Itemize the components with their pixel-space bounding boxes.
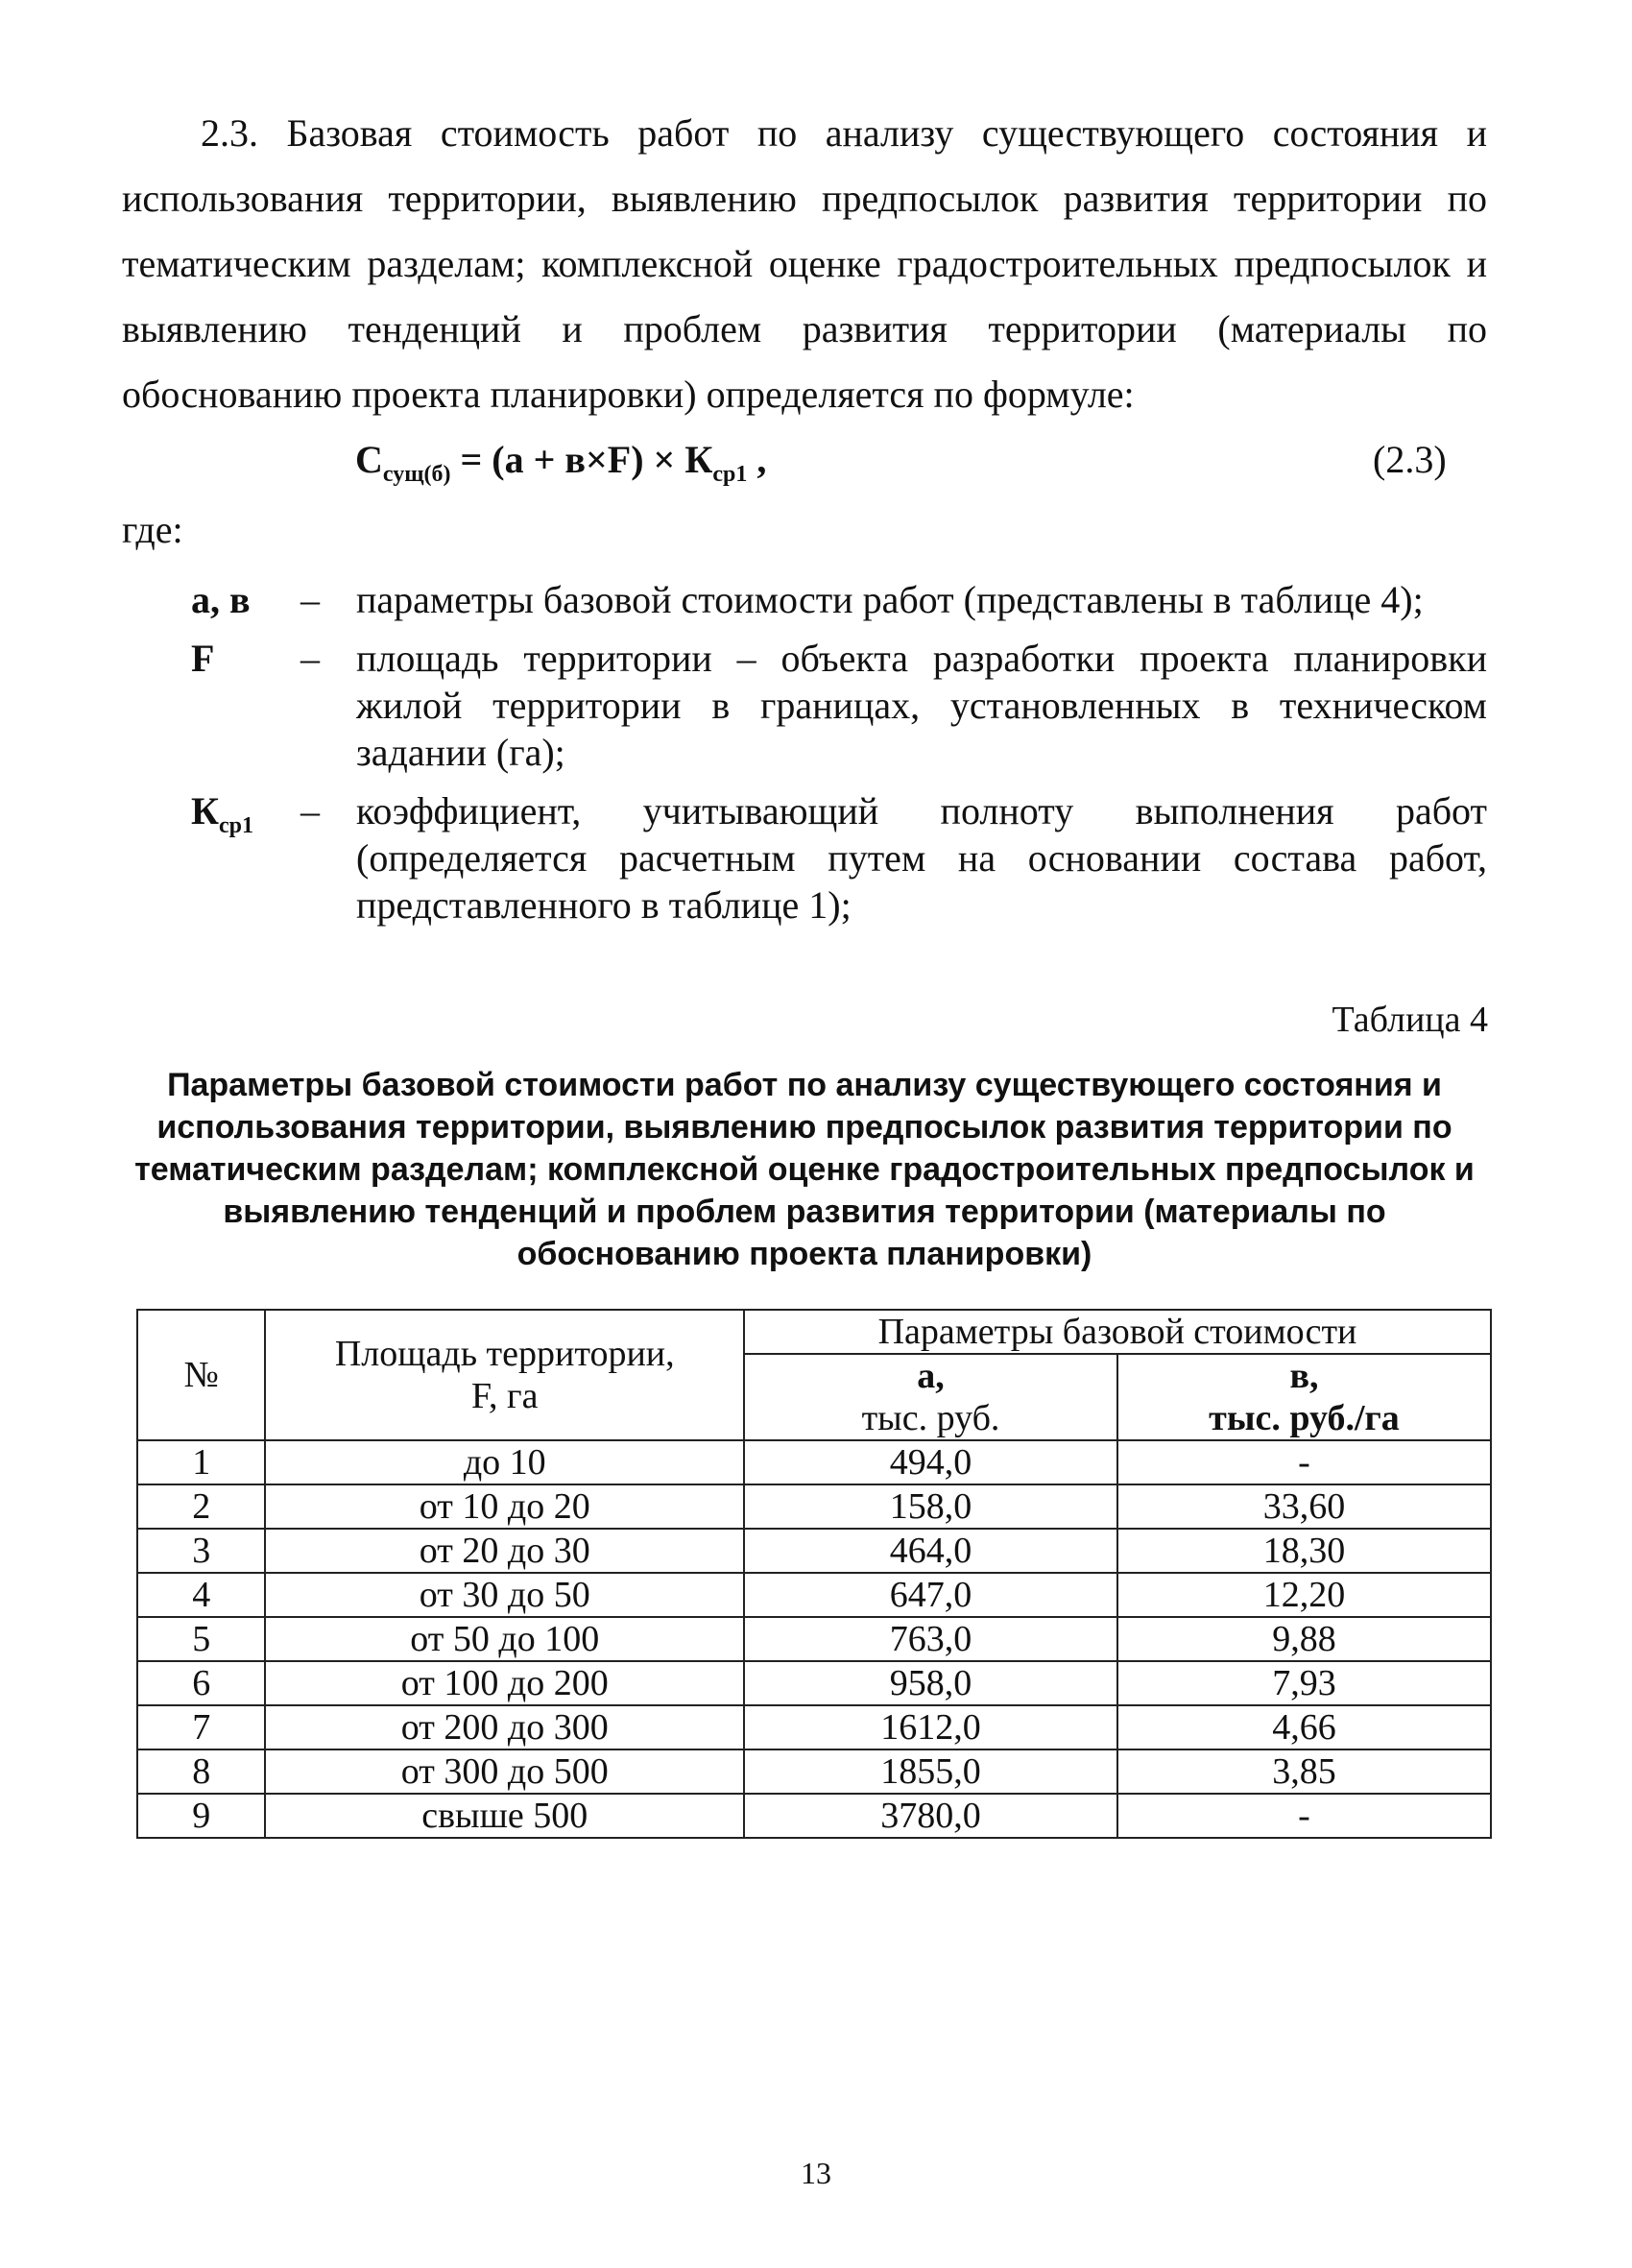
- header-b-line1: в,: [1289, 1356, 1319, 1396]
- formula-tail: ,: [747, 438, 767, 481]
- cell-b: 4,66: [1117, 1705, 1491, 1749]
- base-cost-table: [136, 1309, 1492, 1839]
- definition-dash: –: [300, 789, 320, 832]
- definition-term: [191, 787, 253, 850]
- definition-text: коэффициент, учитывающий полноту выполнения работ (определяется расчетным путем на основании состава работ, представленного в таблице 1);: [356, 789, 1487, 927]
- cell-b: 33,60: [1117, 1484, 1491, 1529]
- table-row: [137, 1617, 1491, 1661]
- table-row: [137, 1440, 1491, 1484]
- cell-a: 464,0: [744, 1529, 1117, 1573]
- definition-item: [122, 635, 1487, 776]
- definition-term-text: а, в: [191, 578, 251, 621]
- cell-b: 12,20: [1117, 1573, 1491, 1617]
- table-label: Таблица 4: [1332, 1000, 1488, 1040]
- table-row: [137, 1794, 1491, 1838]
- cell-area: от 100 до 200: [265, 1661, 744, 1705]
- cell-a: 763,0: [744, 1617, 1117, 1661]
- definition-term-sub: ср1: [219, 813, 254, 838]
- definition-term: [191, 635, 214, 697]
- definition-item: [122, 576, 1487, 623]
- cell-n: 2: [137, 1484, 265, 1529]
- table-row: [137, 1484, 1491, 1529]
- header-group: Параметры базовой стоимости: [744, 1310, 1491, 1354]
- section-paragraph: [122, 101, 1487, 427]
- header-a: [744, 1354, 1117, 1440]
- table-row: [137, 1661, 1491, 1705]
- cell-n: 6: [137, 1661, 265, 1705]
- definition-text: параметры базовой стоимости работ (представлены в таблице 4);: [356, 578, 1424, 621]
- formula-body: = (а + в×F) × К: [450, 438, 713, 481]
- definition-term-text: К: [191, 789, 220, 832]
- cell-area: до 10: [265, 1440, 744, 1484]
- definition-text: площадь территории – объекта разработки проекта планировки жилой территории в границах, установленных в техническом задании (га);: [356, 637, 1487, 774]
- cell-area: от 300 до 500: [265, 1749, 744, 1794]
- cell-area: от 30 до 50: [265, 1573, 744, 1617]
- cell-area: свыше 500: [265, 1794, 744, 1838]
- cell-n: 7: [137, 1705, 265, 1749]
- table-caption: Параметры базовой стоимости работ по анализу существующего состояния и использования территории, выявлению предпосылок развития территории по тематическим разделам; комплексной оценке градостроительных предпосылок и выявлению тенденций и проблем развития территории (материалы по обоснованию проекта планировки): [134, 1067, 1475, 1272]
- cell-n: 5: [137, 1617, 265, 1661]
- cell-b: 7,93: [1117, 1661, 1491, 1705]
- table-row: [137, 1705, 1491, 1749]
- cell-a: 1612,0: [744, 1705, 1117, 1749]
- table-row: [137, 1749, 1491, 1794]
- cell-n: 3: [137, 1529, 265, 1573]
- cell-n: 4: [137, 1573, 265, 1617]
- cell-b: -: [1117, 1794, 1491, 1838]
- formula-number: (2.3): [1373, 438, 1447, 481]
- table-row: [137, 1573, 1491, 1617]
- cell-a: 158,0: [744, 1484, 1117, 1529]
- cell-b: -: [1117, 1440, 1491, 1484]
- header-b: [1117, 1354, 1491, 1440]
- cell-a: 647,0: [744, 1573, 1117, 1617]
- page-number: 13: [801, 2156, 831, 2190]
- header-a-line1: а,: [917, 1356, 945, 1396]
- cell-b: 3,85: [1117, 1749, 1491, 1794]
- cell-a: 3780,0: [744, 1794, 1117, 1838]
- formula-k-sub: ср1: [712, 462, 748, 487]
- cell-area: от 50 до 100: [265, 1617, 744, 1661]
- formula-c-sub: сущ(б): [382, 462, 451, 487]
- definition-item: [122, 787, 1487, 929]
- header-b-line2: тыс. руб./га: [1209, 1398, 1400, 1438]
- where-label: где:: [122, 508, 183, 551]
- cell-area: от 20 до 30: [265, 1529, 744, 1573]
- cell-n: 1: [137, 1440, 265, 1484]
- table-row: [137, 1529, 1491, 1573]
- formula: [355, 437, 766, 488]
- header-a-line2: тыс. руб.: [861, 1398, 1000, 1438]
- formula-c: C: [355, 438, 383, 481]
- cell-a: 494,0: [744, 1440, 1117, 1484]
- table-body: [137, 1440, 1491, 1838]
- definition-dash: –: [300, 578, 320, 621]
- cell-b: 9,88: [1117, 1617, 1491, 1661]
- definitions-list: [122, 576, 1487, 940]
- header-area-line1: Площадь территории,: [334, 1334, 675, 1374]
- definition-dash: –: [300, 637, 320, 680]
- cell-area: от 200 до 300: [265, 1705, 744, 1749]
- header-number: №: [137, 1310, 265, 1440]
- cell-n: 9: [137, 1794, 265, 1838]
- cell-b: 18,30: [1117, 1529, 1491, 1573]
- cell-n: 8: [137, 1749, 265, 1794]
- cell-area: от 10 до 20: [265, 1484, 744, 1529]
- definition-term: [191, 576, 251, 639]
- header-area: [265, 1310, 744, 1440]
- paragraph-text: 2.3. Базовая стоимость работ по анализу существующего состояния и использования территории, выявлению предпосылок развития территории по тематическим разделам; комплексной оценке градостроительных предпосылок и выявлению тенденций и проблем развития территории (материалы по обоснованию проекта планировки) определяется по формуле:: [122, 111, 1487, 416]
- header-area-line2: F, га: [470, 1376, 539, 1416]
- cell-a: 958,0: [744, 1661, 1117, 1705]
- cell-a: 1855,0: [744, 1749, 1117, 1794]
- definition-term-text: F: [191, 637, 215, 680]
